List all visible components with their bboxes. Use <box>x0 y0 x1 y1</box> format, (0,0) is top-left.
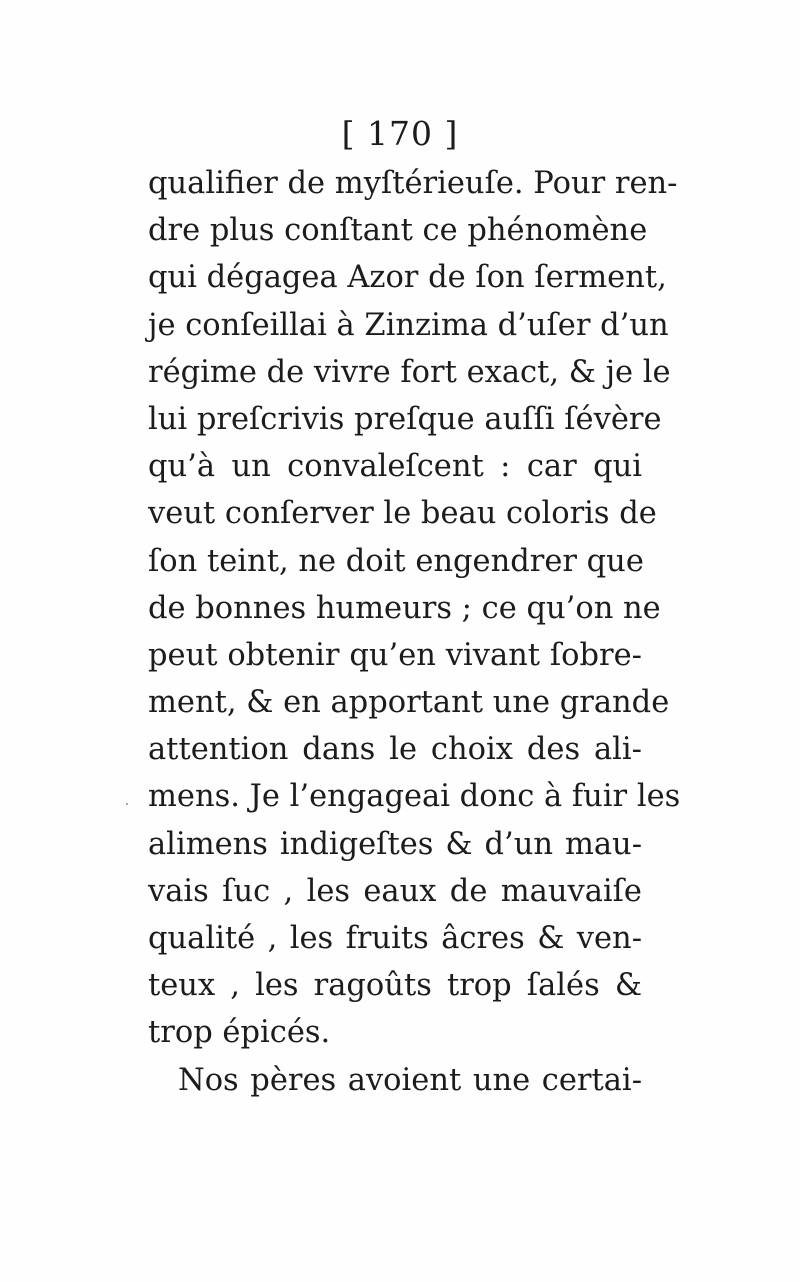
text-line: ment, & en apportant une grande <box>148 685 670 721</box>
text-line: peut obtenir qu’en vivant ſobre- <box>148 637 642 673</box>
text-line: Nos pères avoient une certai- <box>178 1062 642 1098</box>
text-line: qualité , les fruits âcres & ven- <box>148 921 642 956</box>
text-line: trop épicés. <box>148 1015 331 1051</box>
text-line: teux , les ragoûts trop ſalés & <box>148 968 642 1004</box>
text-line: lui preſcrivis preſque auſſi ſévère <box>148 401 662 437</box>
body-text <box>148 160 681 1104</box>
text-line: alimens indigeſtes & d’un mau- <box>148 826 642 862</box>
page-number: [ 170 ] <box>341 114 459 153</box>
text-line: veut conſerver le beau coloris de <box>148 496 657 532</box>
ink-speck <box>126 803 128 805</box>
text-line: qu’à un convaleſcent : car qui <box>148 449 642 485</box>
text-line: qualifier de myſtérieuſe. Pour ren- <box>148 166 678 201</box>
text-line: ſon teint, ne doit engendrer que <box>148 543 644 579</box>
text-line: mens. Je l’engageai donc à fuir les <box>148 779 681 815</box>
text-line: vais ſuc , les eaux de mauvaiſe <box>148 873 642 909</box>
text-line: je conſeillai à Zinzima d’uſer d’un <box>148 307 669 343</box>
text-line: de bonnes humeurs ; ce qu’on ne <box>148 590 661 626</box>
text-line: attention dans le choix des ali- <box>148 732 642 768</box>
text-line: régime de vivre fort exact, & je le <box>148 354 671 390</box>
text-line: dre plus conſtant ce phénomène <box>148 213 648 249</box>
text-line: qui dégagea Azor de ſon ſerment, <box>148 260 667 296</box>
